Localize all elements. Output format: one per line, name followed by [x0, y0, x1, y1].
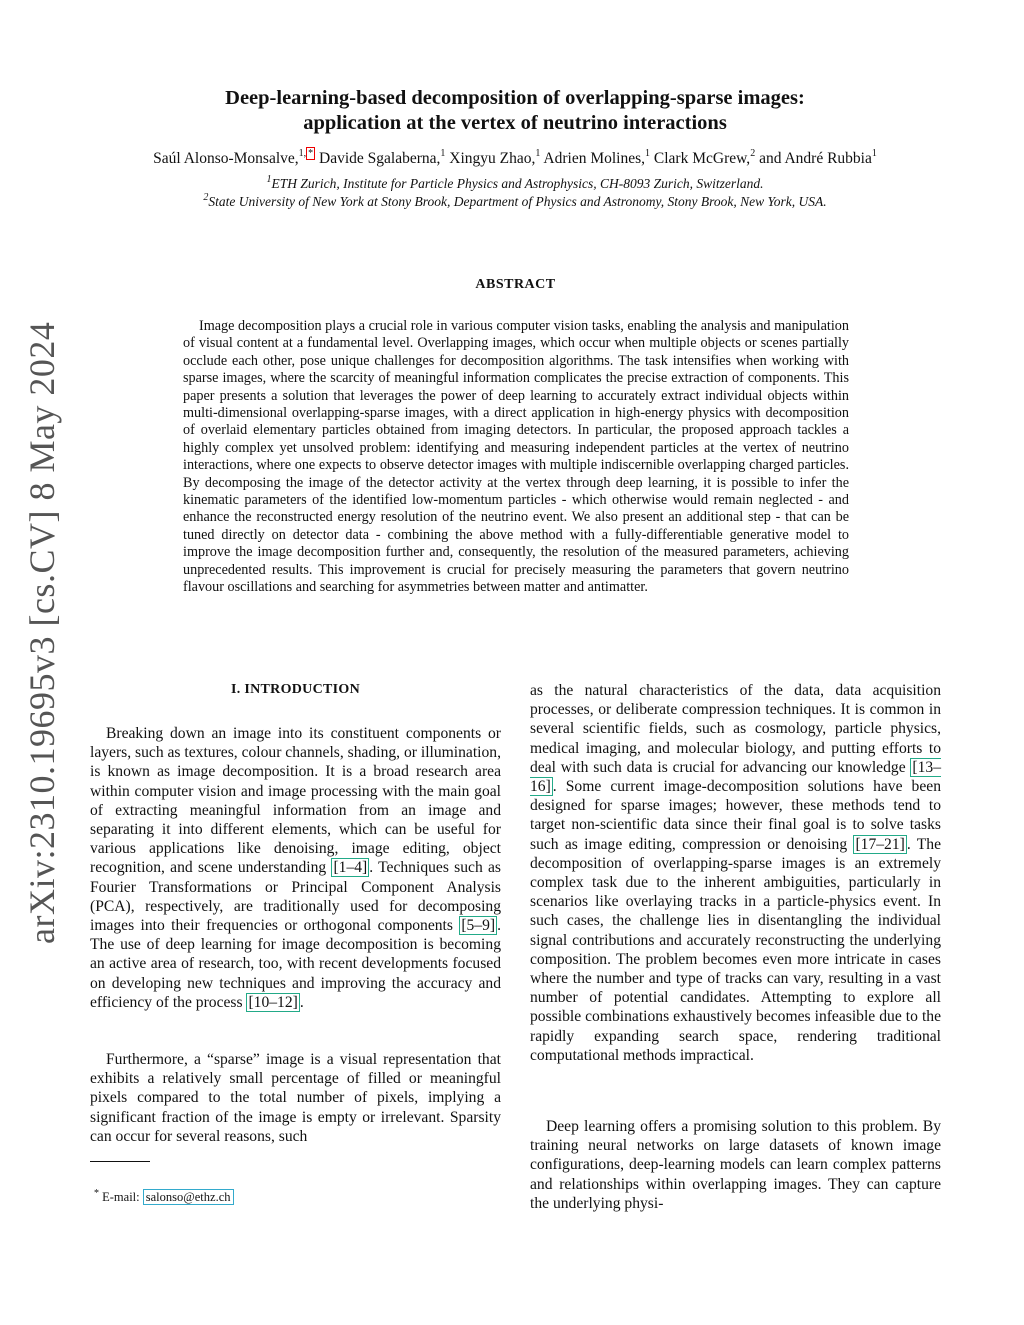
author-name: Xingyu Zhao,	[449, 150, 536, 167]
citation-link[interactable]: [1–4]	[333, 859, 368, 877]
footnote-mark: *	[94, 1188, 99, 1199]
author-affiliation-number: 2	[750, 148, 756, 159]
author-name: and André Rubbia	[759, 150, 872, 167]
title-line-2: application at the vertex of neutrino interactions	[303, 112, 727, 134]
paper-title	[100, 86, 930, 136]
email-link[interactable]: salonso@ethz.ch	[143, 1189, 234, 1205]
arxiv-identifier: arXiv:2310.19695v3 [cs.CV] 8 May 2024	[22, 321, 62, 944]
author-affiliation-number: 1	[645, 148, 651, 159]
footnote-rule	[90, 1161, 150, 1162]
paragraph-text: . The decomposition of overlapping-sparse images is an extremely complex task due to the inherent ambiguities, particularly in scenarios like overlaying tracks in a particle-physics event. In such cases, the challenge lies in disentangling the individual signal contributions and accurately reconstructing the underlying composition. The problem becomes even more intricate in cases where the number and type of tracks can vary, resulting in a vast number of potential candidates. Attempting to explore all possible combinations exhaustively becomes infeasible due to the rapidly expanding search space, rendering traditional computational methods impractical.	[530, 835, 941, 1064]
footnote-link[interactable]: *	[308, 148, 314, 159]
abstract-heading: ABSTRACT	[475, 277, 556, 292]
intro-paragraph-3	[530, 681, 941, 1065]
intro-paragraph-4: Deep learning offers a promising solution to this problem. By training neural networks on large datasets of known image configurations, deep-learning models can learn complex patterns and relationships within overlapping images. They can capture the underlying physi-	[530, 1118, 941, 1212]
author-affiliation-number: 1	[871, 148, 877, 159]
author-name: Clark McGrew,	[653, 150, 751, 167]
paragraph-text: as the natural characteristics of the data, data acquisition processes, or deliberate compression techniques. It is common in several scientific fields, such as cosmology, particle physics, medical imaging, and molecular biology, and putting efforts to deal with such data is crucial for advancing our knowledge	[530, 682, 941, 776]
intro-paragraph-2: Furthermore, a “sparse” image is a visual representation that exhibits a relatively small percentage of filled or meaningful pixels compared to the total number of pixels, implying a significant fraction of the image is empty or irrelevant. Sparsity can occur for several reasons, such	[90, 1051, 501, 1145]
author-affiliation-number: 1	[440, 148, 446, 159]
intro-paragraph-1	[90, 724, 501, 1012]
title-line-1: Deep-learning-based decomposition of overlapping-sparse images:	[225, 87, 805, 109]
affiliation-text: State University of New York at Stony Brook, Department of Physics and Astronomy, Stony Brook, New York, USA.	[208, 194, 827, 209]
section-heading: I. INTRODUCTION	[231, 682, 360, 697]
citation-link[interactable]: [17–21]	[855, 835, 905, 853]
citation-link[interactable]: [13–16]	[530, 758, 941, 796]
footnote-label: E-mail:	[102, 1190, 143, 1204]
author-affiliation-number: 1	[535, 148, 541, 159]
affiliation-text: ETH Zurich, Institute for Particle Physics and Astrophysics, CH-8093 Zurich, Switzerland.	[271, 176, 764, 191]
paragraph-text: .	[299, 993, 304, 1011]
author-name: Davide Sgalaberna,	[319, 150, 441, 167]
affiliation-number: 1	[266, 174, 272, 185]
author-list	[60, 150, 970, 168]
citation-link[interactable]: [10–12]	[248, 993, 298, 1011]
paragraph-text: Breaking down an image into its constituent components or layers, such as textures, colour channels, shading, or illumination, is known as image decomposition. It is a broad research area within computer vision and image processing with the main goal of extracting meaningful information from an image and separating it into different elements, which can be useful for various applications like denoising, image editing, object recognition, and scene understanding	[90, 725, 501, 877]
author-affiliation-number: 1,	[298, 148, 307, 159]
affiliation-1	[60, 176, 970, 192]
paragraph-text: . Techniques such as Fourier Transformations or Principal Component Analysis (PCA), respectively, are traditionally used for decomposing images into their frequencies or orthogonal components	[90, 859, 501, 935]
abstract-body: Image decomposition plays a crucial role in various computer vision tasks, enabling the analysis and manipulation of visual content at a fundamental level. Overlapping images, which occur when multiple objects or scenes partially occlude each other, pose unique challenges for decomposition algorithms. The task intensifies when working with sparse images, where the scarcity of meaningful information complicates the precise extraction of components. This paper presents a solution that leverages the power of deep learning to accurately extract individual objects within multi-dimensional overlapping-sparse images, with a direct application in high-energy physics with decomposition of overlaid elementary particles obtained from imaging detectors. In particular, the proposed approach tackles a highly complex yet unsolved problem: identifying and measuring independent particles at the vertex of neutrino interactions, where one expects to observe detector images with multiple indiscernible overlapping charged particles. By decomposing the image of the detector activity at the vertex through deep learning, it is possible to infer the kinematic parameters of the identified low-momentum particles - which otherwise would remain neglected - and enhance the reconstructed energy resolution of the neutrino event. We also present an additional step - that can be tuned directly on detector data - combining the above method with a fully-differentiable generative model to improve the image decomposition further and, consequently, the resolution of the measured parameters, achieving unprecedented results. This improvement is crucial for precisely measuring the parameters that govern neutrino flavour oscillations and searching for asymmetries between matter and antimatter.	[183, 318, 849, 596]
author-name: Adrien Molines,	[543, 150, 646, 167]
paragraph-text: . The use of deep learning for image decomposition is becoming an active area of research, too, with recent developments focused on developing new techniques and improving the accuracy and efficiency of the process	[90, 917, 501, 1011]
affiliation-number: 2	[203, 192, 209, 203]
affiliation-2	[60, 194, 970, 210]
footnote	[94, 1190, 234, 1205]
citation-link[interactable]: [5–9]	[461, 917, 496, 935]
author-name: Saúl Alonso-Monsalve,	[153, 150, 299, 167]
paragraph-text: . Some current image-decomposition solutions have been designed for sparse images; however, these methods tend to target non-scientific data since their final goal is to solve tasks such as image editing, compression or denoising	[530, 778, 941, 853]
